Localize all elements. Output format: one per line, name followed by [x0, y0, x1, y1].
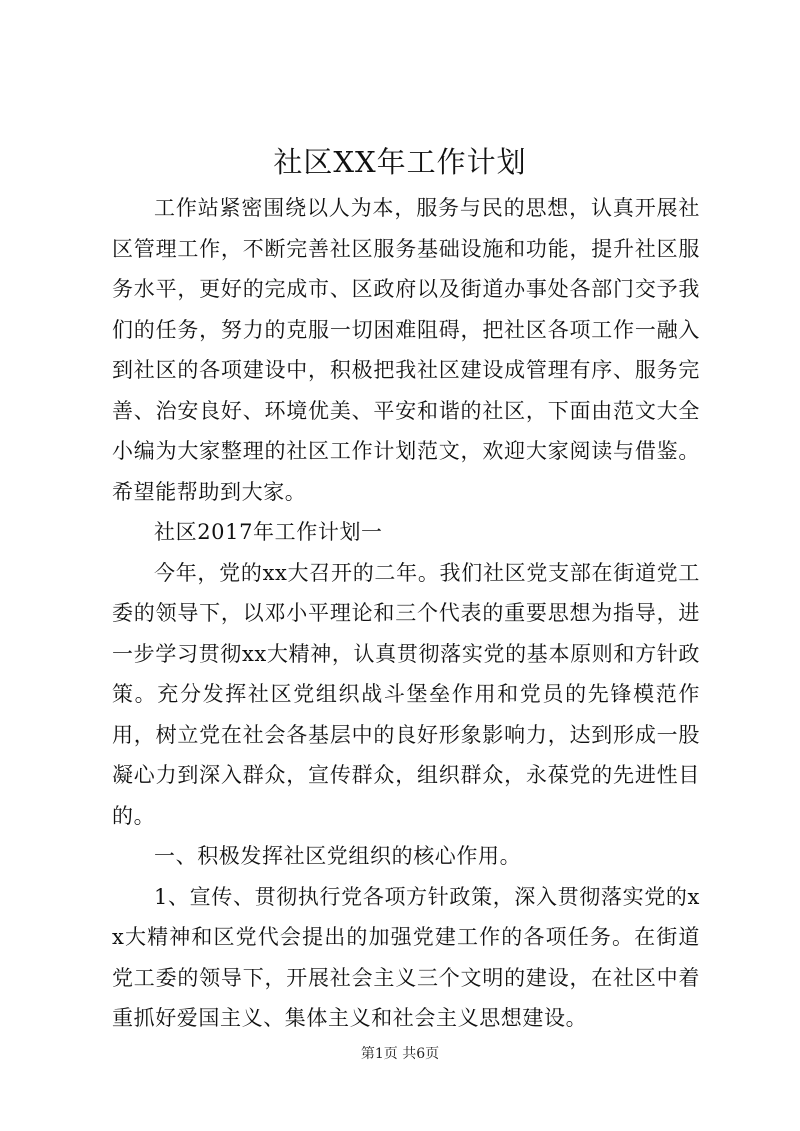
- subsection-heading: 一、积极发挥社区党组织的核心作用。: [154, 844, 522, 868]
- section-heading: 社区2017年工作计划一: [154, 520, 383, 544]
- document-body: [112, 188, 700, 1039]
- document-title: 社区XX年工作计划: [273, 145, 527, 179]
- page-number-footer: 第1页 共6页: [360, 1046, 440, 1062]
- intro-paragraph: 工作站紧密围绕以人为本，服务与民的思想，认真开展社区管理工作，不断完善社区服务基础设施和功能，提升社区服务水平，更好的完成市、区政府以及街道办事处各部门交予我们的任务，努力的克服一切困难阻碍，把社区各项工作一融入到社区的各项建设中，积极把我社区建设成管理有序、服务完善、治安良好、环境优美、平安和谐的社区，下面由范文大全小编为大家整理的社区工作计划范文，欢迎大家阅读与借鉴。希望能帮助到大家。: [112, 196, 700, 504]
- body-paragraph: 1、宣传、贯彻执行党各项方针政策，深入贯彻落实党的xx大精神和区党代会提出的加强党建工作的各项任务。在街道党工委的领导下，开展社会主义三个文明的建设，在社区中着重抓好爱国主义、集体主义和社会主义思想建设。: [112, 884, 700, 1030]
- body-paragraph: 今年，党的xx大召开的二年。我们社区党支部在街道党工委的领导下，以邓小平理论和三个代表的重要思想为指导，进一步学习贯彻xx大精神，认真贯彻落实党的基本原则和方针政策。充分发挥社区党组织战斗堡垒作用和党员的先锋模范作用，树立党在社会各基层中的良好形象影响力，达到形成一股凝心力到深入群众，宣传群众，组织群众，永葆党的先进性目的。: [112, 560, 700, 828]
